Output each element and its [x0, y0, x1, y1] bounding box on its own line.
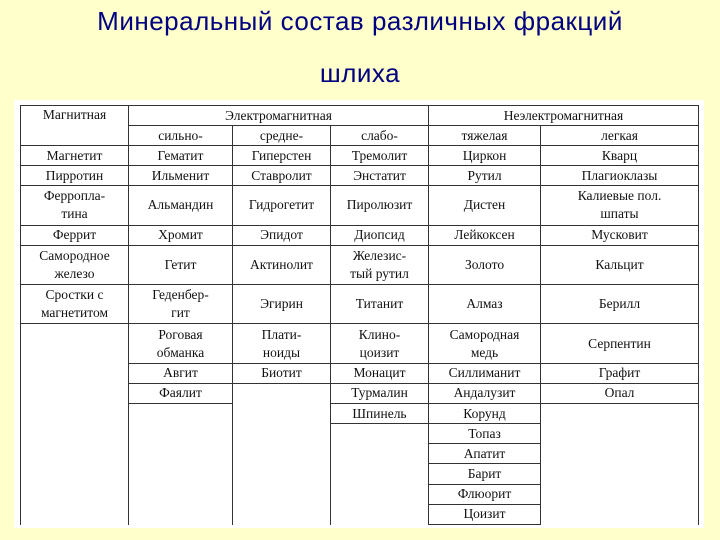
table-cell [233, 444, 331, 464]
table-cell: Диопсид [331, 225, 429, 245]
subheader-weak: слабо- [331, 126, 429, 146]
table-cell: Гиперстен [233, 146, 331, 166]
table-cell: Золото [429, 245, 541, 284]
table-cell: Лейкоксен [429, 225, 541, 245]
table-body [21, 146, 699, 525]
table-row [21, 245, 699, 284]
table-cell: Серпентин [541, 324, 699, 363]
table-cell [129, 484, 233, 504]
table-cell [129, 403, 233, 423]
table-cell: Цоизит [429, 504, 541, 524]
table-cell: Пиролюзит [331, 186, 429, 225]
table-cell: Опал [541, 383, 699, 403]
table-cell: Роговая обманка [129, 324, 233, 363]
table-cell: Энстатит [331, 166, 429, 186]
table-cell: Фаялит [129, 383, 233, 403]
table-row [21, 444, 699, 464]
table-cell: Ферропла- тина [21, 186, 129, 225]
table-cell: Силлиманит [429, 363, 541, 383]
table-cell: Флюорит [429, 484, 541, 504]
table-cell [21, 403, 129, 423]
table-cell: Самородная медь [429, 324, 541, 363]
header-magnetic: Магнитная [21, 106, 129, 146]
table-row [21, 285, 699, 324]
table-row [21, 484, 699, 504]
table-cell: Кварц [541, 146, 699, 166]
table-row [21, 464, 699, 484]
table-cell: Гидрогетит [233, 186, 331, 225]
table-row [21, 424, 699, 444]
minerals-table [20, 105, 699, 525]
table-cell: Турмалин [331, 383, 429, 403]
table-cell: Дистен [429, 186, 541, 225]
table-cell [541, 444, 699, 464]
table-cell [21, 363, 129, 383]
subheader-heavy: тяжелая [429, 126, 541, 146]
table-cell [21, 324, 129, 363]
scanned-table-sheet [14, 100, 704, 528]
table-cell: Феррит [21, 225, 129, 245]
table-cell: Гетит [129, 245, 233, 284]
table-cell [233, 484, 331, 504]
table-cell [129, 444, 233, 464]
table-cell [233, 464, 331, 484]
table-cell: Кальцит [541, 245, 699, 284]
table-cell [233, 403, 331, 423]
table-row [21, 363, 699, 383]
table-cell: Шпинель [331, 403, 429, 423]
subheader-light: легкая [541, 126, 699, 146]
table-cell [129, 504, 233, 524]
table-cell: Плагиоклазы [541, 166, 699, 186]
table-cell: Тремолит [331, 146, 429, 166]
table-cell: Гематит [129, 146, 233, 166]
table-cell [541, 504, 699, 524]
table-cell: Калиевые пол. шпаты [541, 186, 699, 225]
table-cell: Берилл [541, 285, 699, 324]
table-row [21, 186, 699, 225]
table-cell [331, 484, 429, 504]
table-cell: Магнетит [21, 146, 129, 166]
table-cell [21, 424, 129, 444]
table-cell [21, 504, 129, 524]
subheader-medium: средне- [233, 126, 331, 146]
table-row [21, 383, 699, 403]
table-cell [541, 403, 699, 423]
table-cell: Титанит [331, 285, 429, 324]
subheader-strong: сильно- [129, 126, 233, 146]
table-cell: Барит [429, 464, 541, 484]
table-cell: Авгит [129, 363, 233, 383]
table-cell: Эгирин [233, 285, 331, 324]
table-cell [21, 464, 129, 484]
table-cell: Эпидот [233, 225, 331, 245]
table-cell: Апатит [429, 444, 541, 464]
header-non-electromagnetic: Неэлектромагнитная [429, 106, 699, 126]
table-row [21, 504, 699, 524]
table-cell: Ставролит [233, 166, 331, 186]
table-cell: Алмаз [429, 285, 541, 324]
table-cell [21, 444, 129, 464]
table-cell [541, 464, 699, 484]
table-cell: Циркон [429, 146, 541, 166]
table-cell: Клино- цоизит [331, 324, 429, 363]
table-cell [331, 504, 429, 524]
table-cell [21, 383, 129, 403]
table-cell: Актинолит [233, 245, 331, 284]
page-title: Минеральный состав различных фракций [97, 6, 623, 36]
table-cell: Мусковит [541, 225, 699, 245]
table-cell: Сростки с магнетитом [21, 285, 129, 324]
table-cell: Андалузит [429, 383, 541, 403]
table-cell: Геденбер- гит [129, 285, 233, 324]
table-cell: Самородное железо [21, 245, 129, 284]
table-row [21, 324, 699, 363]
table-cell [541, 484, 699, 504]
table-cell [541, 424, 699, 444]
table-cell: Плати- ноиды [233, 324, 331, 363]
table-cell [331, 464, 429, 484]
table-cell [129, 424, 233, 444]
table-cell [233, 424, 331, 444]
table-cell [331, 444, 429, 464]
table-cell [233, 504, 331, 524]
table-row [21, 403, 699, 423]
table-cell [129, 464, 233, 484]
table-cell: Альмандин [129, 186, 233, 225]
table-cell: Биотит [233, 363, 331, 383]
table-cell: Пирротин [21, 166, 129, 186]
table-row [21, 166, 699, 186]
table-cell: Монацит [331, 363, 429, 383]
header-electromagnetic: Электромагнитная [129, 106, 429, 126]
table-cell: Железис- тый рутил [331, 245, 429, 284]
table-cell: Графит [541, 363, 699, 383]
table-cell: Хромит [129, 225, 233, 245]
table-cell [233, 383, 331, 403]
table-cell: Корунд [429, 403, 541, 423]
table-row [21, 225, 699, 245]
table-cell: Ильменит [129, 166, 233, 186]
table-cell: Топаз [429, 424, 541, 444]
page-title-line-2: шлиха [319, 58, 401, 88]
table-cell [331, 424, 429, 444]
table-cell: Рутил [429, 166, 541, 186]
table-cell [21, 484, 129, 504]
table-row [21, 146, 699, 166]
